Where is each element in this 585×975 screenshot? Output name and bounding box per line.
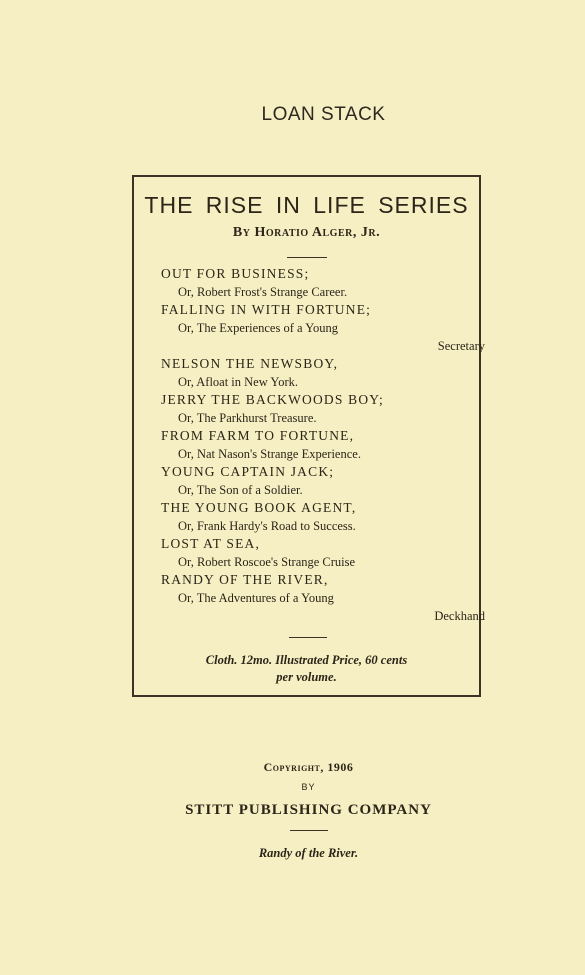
book-title: FALLING IN WITH FORTUNE;	[161, 302, 372, 317]
book-title: LOST AT SEA,	[161, 536, 261, 551]
by-line: BY	[301, 782, 316, 792]
price-note	[134, 652, 479, 686]
book-subtitle: Or, Afloat in New York.	[178, 375, 298, 389]
book-entry	[161, 355, 461, 391]
publisher-name: STITT PUBLISHING COMPANY	[185, 802, 432, 818]
series-advertisement-box	[132, 175, 485, 697]
book-subtitle: Or, Robert Frost's Strange Career.	[178, 285, 348, 299]
book-subtitle: Or, The Son of a Soldier.	[178, 483, 303, 497]
book-subtitle: Or, Robert Roscoe's Strange Cruise	[178, 555, 356, 569]
book-title: RANDY OF THE RIVER,	[161, 572, 329, 587]
book-title: YOUNG CAPTAIN JACK;	[161, 464, 335, 479]
price-line-1: Cloth. 12mo. Illustrated Price, 60 cents	[205, 653, 408, 667]
book-subtitle: Or, Frank Hardy's Road to Success.	[178, 519, 356, 533]
book-subtitle: Or, Nat Nason's Strange Experience.	[178, 447, 361, 461]
book-entry	[161, 535, 461, 571]
divider	[287, 257, 327, 258]
price-line-2: per volume.	[276, 670, 337, 684]
book-subtitle: Or, The Experiences of a Young	[178, 321, 338, 335]
book-entry	[161, 463, 461, 499]
book-subtitle: Or, The Parkhurst Treasure.	[178, 411, 317, 425]
book-subtitle-continued: Deckhand	[434, 609, 485, 623]
series-author: By Horatio Alger, Jr.	[232, 225, 381, 240]
book-title: THE YOUNG BOOK AGENT,	[161, 500, 357, 515]
book-title-footer: Randy of the River.	[258, 846, 359, 860]
book-entry	[161, 427, 461, 463]
copyright-line: Copyright, 1906	[263, 760, 354, 774]
book-subtitle-continued: Secretary	[437, 339, 485, 353]
series-title: THE RISE IN LIFE SERIES	[144, 192, 469, 218]
book-entry	[161, 571, 485, 625]
loan-stack-stamp: LOAN STACK	[261, 104, 386, 125]
book-title: JERRY THE BACKWOODS BOY;	[161, 392, 384, 407]
book-title: NELSON THE NEWSBOY,	[161, 356, 339, 371]
book-title: FROM FARM TO FORTUNE,	[161, 428, 355, 443]
book-entry	[161, 391, 461, 427]
book-title: OUT FOR BUSINESS;	[161, 266, 310, 281]
book-entry	[161, 301, 485, 355]
divider	[289, 637, 327, 638]
book-list	[161, 265, 485, 625]
book-subtitle: Or, The Adventures of a Young	[178, 591, 334, 605]
book-entry	[161, 499, 461, 535]
book-entry	[161, 265, 461, 301]
divider	[290, 830, 328, 831]
